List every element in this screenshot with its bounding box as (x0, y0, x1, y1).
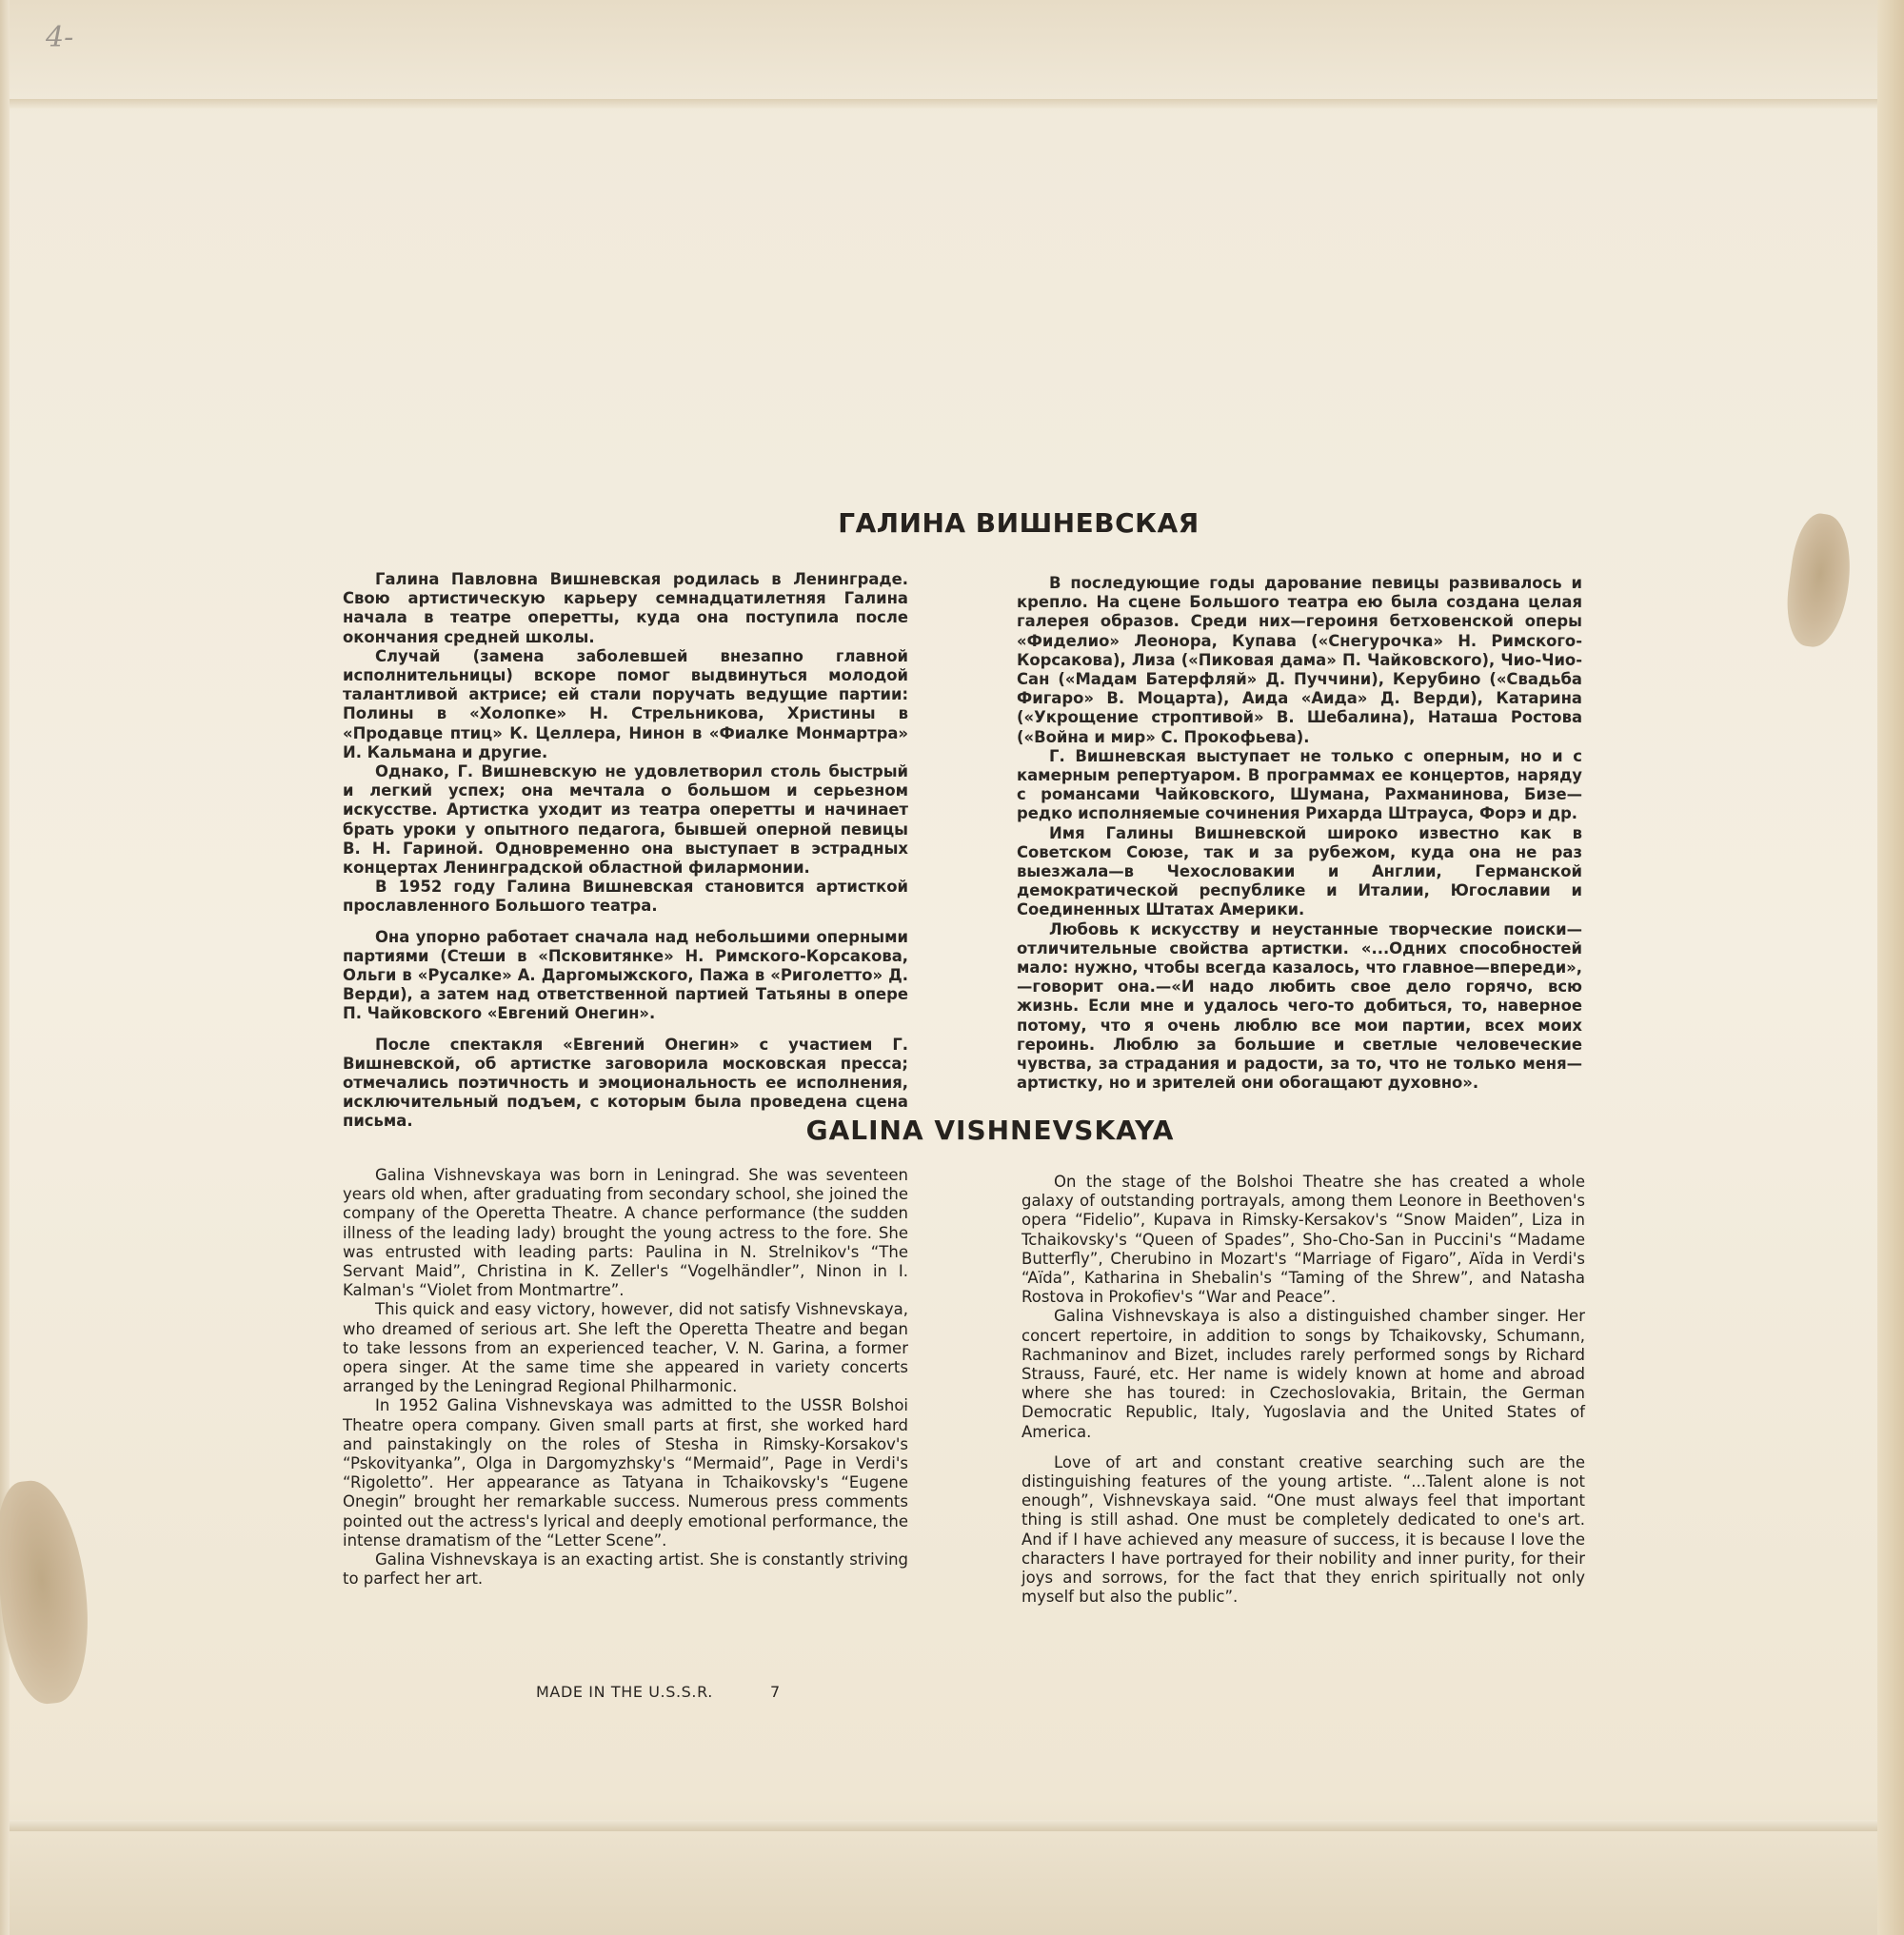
en-left-paragraph: This quick and easy victory, however, did not satisfy Vishnevskaya, who dreamed of serious art. She left the Operetta Theatre and began to take lessons from an experienced teacher, V. N. Garina, a former opera singer. At the same time she appeared in variety concerts arranged by the Leningrad Regional Philharmonic. (343, 1300, 908, 1396)
made-in-label: MADE IN THE U.S.S.R. (536, 1683, 713, 1701)
russian-text-right-column (1017, 574, 1582, 1093)
ru-right-paragraph: Г. Вишневская выступает не только с оперным, но и с камерным репертуаром. В программах ее концертов, наряду с романсами Чайковского, Шумана, Рахманинова, Бизе—редко исполняемые сочинения Рихарда Штрауса, Форэ и др. (1017, 746, 1582, 823)
sleeve-right-edge (1877, 0, 1904, 1935)
ru-left-paragraph: После спектакля «Евгений Онегин» с участием Г. Вишневской, об артистке заговорила московская пресса; отмечались поэтичность и эмоциональность ее исполнения, исключительный подъем, с которым была проведена сцена письма. (343, 1035, 908, 1131)
en-left-paragraph: Galina Vishnevskaya was born in Leningrad. She was seventeen years old when, after graduating from secondary school, she joined the company of the Operetta Theatre. A chance performance (the sudden illness of the leading lady) brought the young actress to the fore. She was entrusted with leading parts: Paulina in N. Strelnikov's “The Servant Maid”, Christina in K. Zeller's “Vogelhändler”, Ninon in I. Kalman's “Violet from Montmartre”. (343, 1166, 908, 1300)
en-right-paragraph: Galina Vishnevskaya is also a distinguished chamber singer. Her concert repertoire, in addition to songs by Tchaikovsky, Schumann, Rachmaninov and Bizet, includes rarely performed songs by Richard Strauss, Fauré, etc. Her name is widely known at home and abroad where she has toured: in Czechoslovakia, Britain, the German Democratic Republic, Italy, Yugoslavia and the United States of America. (1021, 1307, 1585, 1441)
ru-left-paragraph: Галина Павловна Вишневская родилась в Ленинграде. Свою артистическую карьеру семнадцатилетняя Галина начала в театре оперетты, куда она поступила после окончания средней школы. (343, 570, 908, 646)
ru-left-paragraph: Она упорно работает сначала над небольшими оперными партиями (Стеши в «Псковитянке» Н. Римского-Корсакова, Ольги в «Русалке» А. Даргомыжского, Пажа в «Риголетто» Д. Верди), а затем над ответственной партией Татьяны в опере П. Чайковского «Евгений Онегин». (343, 927, 908, 1023)
english-title: GALINA VISHNEVSKAYA (805, 1115, 1175, 1146)
ru-left-paragraph: В 1952 году Галина Вишневская становится артисткой прославленного Большого театра. (343, 878, 908, 916)
en-right-paragraph: Love of art and constant creative searching such are the distinguishing features of the young artiste. “...Talent alone is not enough”, Vishnevskaya said. “One must always feel that important thing is still ashad. One must be completely dedicated to one's art. And if I have achieved any measure of success, it is because I love the characters I have portrayed for their nobility and inner purity, for their joys and sorrows, for the fact that they enrich spiritually not only myself but also the public”. (1021, 1452, 1585, 1607)
en-left-paragraph: Galina Vishnevskaya is an exacting artist. She is constantly striving to parfect her art. (343, 1550, 908, 1589)
ru-right-paragraph: В последующие годы дарование певицы развивалось и крепло. На сцене Большого театра ею была создана целая галерея образов. Среди них—героиня бетховенской оперы «Фиделио» Леонора, Купава («Снегурочка» Н. Римского-Корсакова), Лиза («Пиковая дама» П. Чайковского), Чио-Чио-Сан («Мадам Батерфляй» Д. Пуччини), Керубино («Свадьба Фигаро» В. Моцарта), Аида «Аида» Д. Верди), Катарина («Укрощение строптивой» В. Шебалина), Наташа Ростова («Война и мир» С. Прокофьева). (1017, 574, 1582, 746)
ru-right-paragraph: Имя Галины Вишневской широко известно как в Советском Союзе, так и за рубежом, куда она не раз выезжала—в Чехословакии и Англии, Германской демократической республике и Италии, Югославии и Соединенных Штатах Америки. (1017, 823, 1582, 919)
page-number: 7 (769, 1683, 781, 1701)
sleeve-top-seam (0, 99, 1894, 109)
en-right-paragraph: On the stage of the Bolshoi Theatre she has created a whole galaxy of outstanding portrayals, among them Leonore in Beethoven's opera “Fidelio”, Kupava in Rimsky-Kersakov's “Snow Maiden”, Liza in Tchaikovsky's “Queen of Spades”, Sho-Cho-San in Puccini's “Madame Butterfly”, Cherubino in Mozart's “Marriage of Figaro”, Aïda in Verdi's “Aïda”, Katharina in Shebalin's “Taming of the Shrew”, and Natasha Rostova in Prokofiev's “War and Peace”. (1021, 1173, 1585, 1307)
footer (536, 1683, 781, 1701)
en-left-paragraph: In 1952 Galina Vishnevskaya was admitted to the USSR Bolshoi Theatre opera company. Given small parts at first, she worked hard and painstakingly on the roles of Stesha in Rimsky-Korsakov's “Pskovityanka”, Olga in Dargomyzhsky's “Mermaid”, Page in Verdi's “Rigoletto”. Her appearance as Tatyana in Tchaikovsky's “Eugene Onegin” brought her remarkable success. Numerous press comments pointed out the actress's lyrical and deeply emotional performance, the intense dramatism of the “Letter Scene”. (343, 1396, 908, 1550)
ru-left-paragraph: Однако, Г. Вишневскую не удовлетворил столь быстрый и легкий успех; она мечтала о большом и серьезном искусстве. Артистка уходит из театра оперетты и начинает брать уроки у опытного педагога, бывшей оперной певицы В. Н. Гариной. Одновременно она выступает в эстрадных концертах Ленинградской областной филармонии. (343, 762, 908, 878)
pencil-mark: 4- (46, 21, 74, 54)
sleeve-bottom-seam (0, 1820, 1904, 1831)
russian-text-left-column (343, 570, 908, 1132)
english-text-left-column (343, 1166, 908, 1589)
russian-title: ГАЛИНА ВИШНЕВСКАЯ (838, 507, 1200, 539)
ru-left-paragraph: Случай (замена заболевшей внезапно главной исполнительницы) вскоре помог выдвинуться молодой талантливой актрисе; ей стали поручать ведущие партии: Полины в «Холопке» Н. Стрельникова, Христины в «Продавце птиц» К. Целлера, Нинон в «Фиалке Монмартра» И. Кальмана и другие. (343, 646, 908, 761)
english-text-right-column (1021, 1173, 1585, 1607)
ru-right-paragraph: Любовь к искусству и неустанные творческие поиски—отличительные свойства артистки. «...Одних способностей мало: нужно, чтобы всегда казалось, что главное—впереди»,—говорит она.—«И надо любить свое дело горячо, всю жизнь. Если мне и удалось чего-то добиться, то, наверное потому, что я очень люблю все мои партии, всех моих героинь. Люблю за большие и светлые человеческие чувства, за страдания и радости, за то, что не только меня—артистку, но и зрителей они обогащают духовно». (1017, 919, 1582, 1093)
